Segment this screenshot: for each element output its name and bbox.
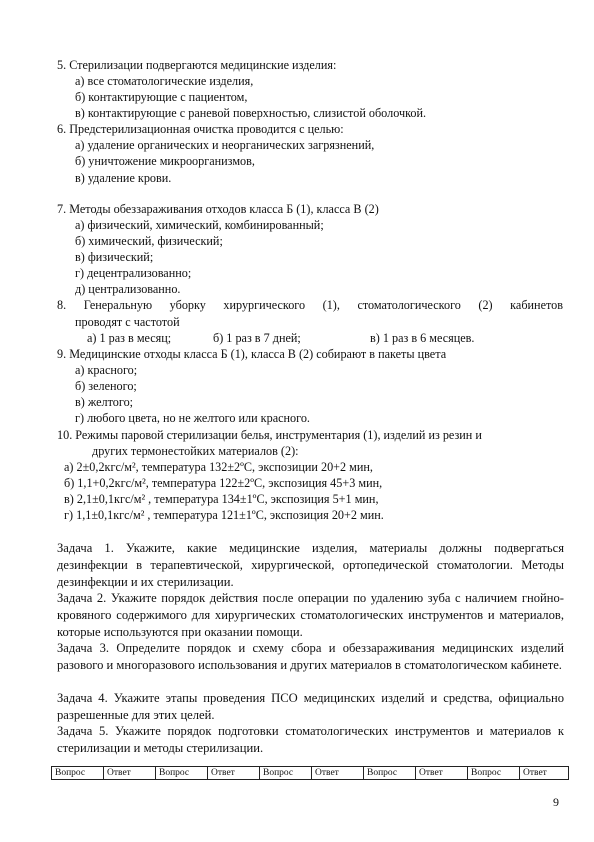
task-4: Задача 4. Укажите этапы проведения ПСО медицинских изделий и средства, официально разрешенные для этих целей. xyxy=(57,691,564,722)
question-8-option-c: в) 1 раз в 6 месяцев. xyxy=(370,331,475,345)
question-7-option-d: г) децентрализованно; xyxy=(75,266,192,280)
question-10-continuation: других термонестойких материалов (2): xyxy=(92,444,299,458)
question-6-option-a: а) удаление органических и неорганических загрязнений, xyxy=(75,138,375,152)
question-10-option-c: в) 2,1±0,1кгс/м² , температура 134±1ºС, экспозиция 5+1 мин, xyxy=(64,492,379,506)
question-5-title: 5. Стерилизации подвергаются медицинские изделия: xyxy=(57,58,337,72)
question-8-continuation: проводят с частотой xyxy=(75,315,180,329)
question-8-title: 8. Генеральную уборку хирургического (1), стоматологического (2) кабинетов xyxy=(57,298,563,312)
question-10-title: 10. Режимы паровой стерилизации белья, инструментария (1), изделий из резин и xyxy=(57,428,482,442)
question-8-option-a: а) 1 раз в месяц; xyxy=(87,331,172,345)
question-9-title: 9. Медицинские отходы класса Б (1), класса В (2) собирают в пакеты цвета xyxy=(57,347,447,361)
task-1: Задача 1. Укажите, какие медицинские изделия, материалы должны подвергаться дезинфекции в терапевтической, хирургической, ортопедической стоматологии. Методы дезинфекции и их стерилизации. xyxy=(57,541,564,589)
question-7-option-c: в) физический; xyxy=(75,250,154,264)
question-5-option-b: б) контактирующие с пациентом, xyxy=(75,90,248,104)
answer-table-cell-question: Вопрос xyxy=(260,767,312,780)
question-9-option-d: г) любого цвета, но не желтого или красного. xyxy=(75,411,310,425)
answer-table xyxy=(51,766,569,780)
question-7-title: 7. Методы обеззараживания отходов класса Б (1), класса В (2) xyxy=(57,202,379,216)
question-7-option-a: а) физический, химический, комбинированный; xyxy=(75,218,324,232)
answer-table-cell-question: Вопрос xyxy=(52,767,104,780)
question-6-option-c: в) удаление крови. xyxy=(75,171,172,185)
question-9-option-b: б) зеленого; xyxy=(75,379,137,393)
question-9-option-a: а) красного; xyxy=(75,363,138,377)
task-3: Задача 3. Определите порядок и схему сбора и обеззараживания медицинских изделий разового и многоразового использования и других материалов в стоматологическом кабинете. xyxy=(57,641,564,672)
question-7-option-e: д) централизованно. xyxy=(75,282,181,296)
question-10-option-d: г) 1,1±0,1кгс/м² , температура 121±1ºС, экспозиция 20+2 мин. xyxy=(64,508,384,522)
answer-table-row xyxy=(52,767,569,780)
answer-table-cell-answer: Ответ xyxy=(104,767,156,780)
answer-table-cell-question: Вопрос xyxy=(364,767,416,780)
question-6-option-b: б) уничтожение микроорганизмов, xyxy=(75,154,255,168)
question-5-option-a: а) все стоматологические изделия, xyxy=(75,74,254,88)
question-8-option-b: б) 1 раз в 7 дней; xyxy=(213,331,301,345)
question-9-option-c: в) желтого; xyxy=(75,395,134,409)
answer-table-cell-answer: Ответ xyxy=(208,767,260,780)
question-10-option-a: а) 2±0,2кгс/м², температура 132±2ºС, экспозиции 20+2 мин, xyxy=(64,460,373,474)
question-7-option-b: б) химический, физический; xyxy=(75,234,223,248)
answer-table-cell-answer: Ответ xyxy=(312,767,364,780)
answer-table-cell-answer: Ответ xyxy=(520,767,569,780)
answer-table-cell-question: Вопрос xyxy=(468,767,520,780)
question-10-option-b: б) 1,1+0,2кгс/м², температура 122±2ºС, экспозиция 45+3 мин, xyxy=(64,476,383,490)
question-5-option-c: в) контактирующие с раневой поверхностью, слизистой оболочкой. xyxy=(75,106,427,120)
task-5: Задача 5. Укажите порядок подготовки стоматологических инструментов и материалов к стерилизации и методы стерилизации. xyxy=(57,724,564,755)
answer-table-cell-answer: Ответ xyxy=(416,767,468,780)
answer-table-cell-question: Вопрос xyxy=(156,767,208,780)
question-6-title: 6. Предстерилизационная очистка проводится с целью: xyxy=(57,122,344,136)
task-2: Задача 2. Укажите порядок действия после операции по удалению зуба с наличием гнойно-кровяного содержимого для хирургических стоматологических инструментов и материалов, которые используются при оказании помощи. xyxy=(57,591,564,639)
page-number: 9 xyxy=(553,795,559,809)
